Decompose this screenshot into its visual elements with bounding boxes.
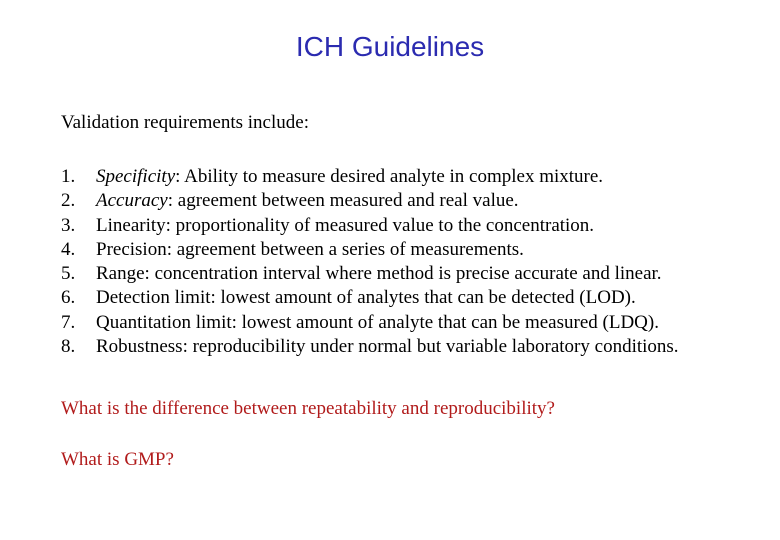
- list-item-content: [96, 189, 519, 213]
- list-item: [61, 335, 679, 359]
- list-item: [61, 311, 679, 335]
- list-item-text: : Ability to measure desired analyte in complex mixture.: [175, 166, 604, 187]
- list-item-number: 7.: [61, 311, 76, 333]
- list-item-number: 5.: [61, 263, 76, 285]
- list-item-number: 2.: [61, 190, 76, 212]
- list-item-number: 8.: [61, 336, 76, 358]
- list-item-text: Robustness: reproducibility under normal but variable laboratory conditions.: [96, 336, 679, 358]
- question-gmp: What is GMP?: [61, 449, 174, 470]
- list-item-text: Range: concentration interval where method is precise accurate and linear.: [96, 263, 662, 285]
- list-item-term: Specificity: [96, 166, 176, 187]
- list-item-number: 6.: [61, 287, 76, 309]
- list-item-text: Quantitation limit: lowest amount of analyte that can be measured (LDQ).: [96, 311, 659, 333]
- list-item: [61, 189, 679, 213]
- list-item-term: Accuracy: [96, 190, 168, 212]
- question-repeatability: What is the difference between repeatability and reproducibility?: [61, 398, 555, 419]
- list-item: [61, 165, 679, 189]
- list-item-text: Precision: agreement between a series of measurements.: [96, 238, 524, 260]
- list-item: [61, 238, 679, 262]
- list-item-content: [96, 165, 603, 189]
- list-item: [61, 286, 679, 310]
- list-item: [61, 262, 679, 286]
- list-item-number: 1.: [61, 166, 76, 187]
- requirements-list: [61, 165, 679, 359]
- list-item-number: 3.: [61, 214, 76, 236]
- list-item-number: 4.: [61, 238, 76, 260]
- list-item-text: Linearity: proportionality of measured value to the concentration.: [96, 214, 595, 236]
- intro-text: Validation requirements include:: [61, 112, 309, 133]
- list-item: [61, 214, 679, 238]
- slide-title: ICH Guidelines: [295, 31, 485, 62]
- list-item-text: Detection limit: lowest amount of analytes that can be detected (LOD).: [96, 287, 636, 309]
- list-item-text: : agreement between measured and real value.: [167, 190, 519, 212]
